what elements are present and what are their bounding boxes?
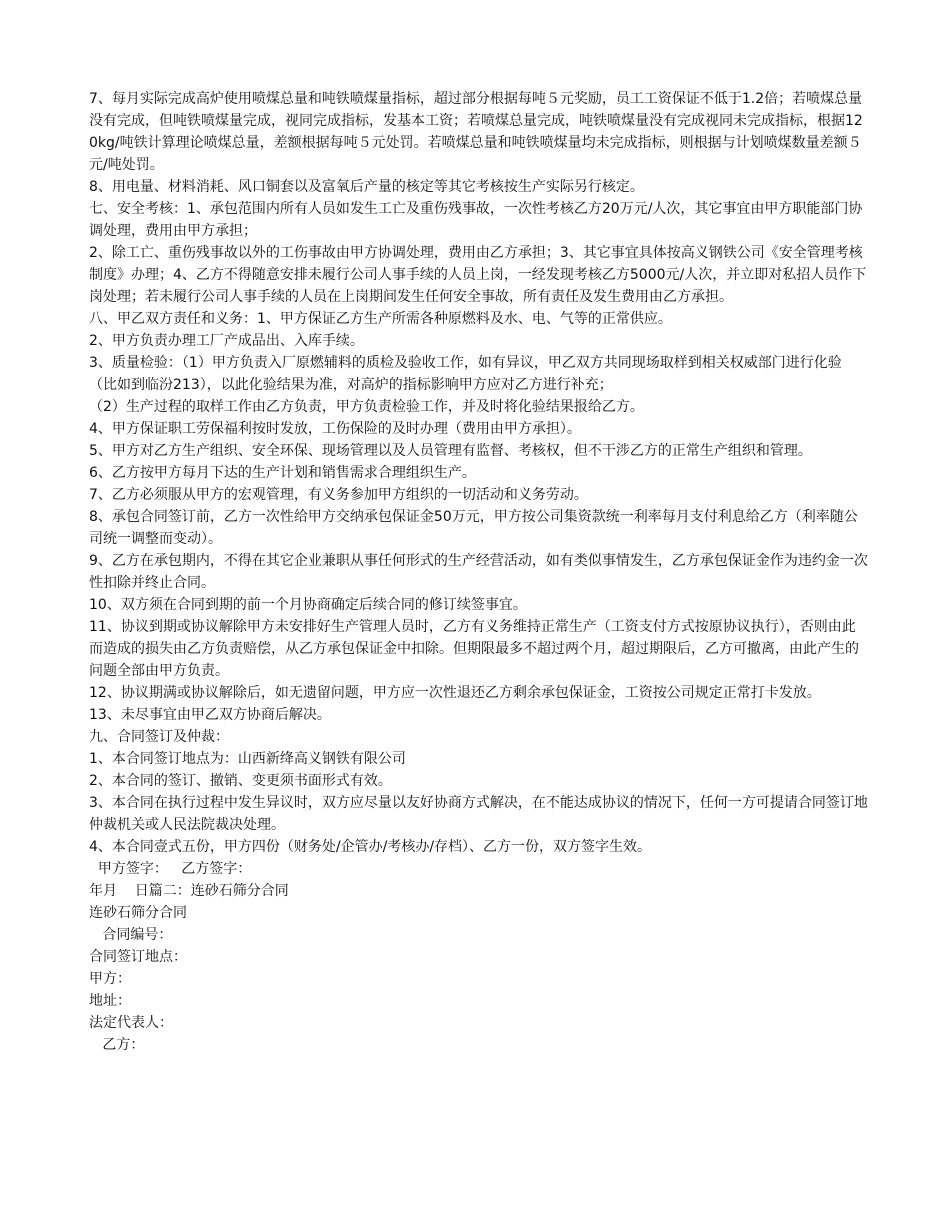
clause-8-power-consumption: 8、用电量、材料消耗、风口铜套以及富氧后产量的核定等其它考核按生产实际另行核定。 (89, 179, 644, 195)
date-and-part-two-heading: 年月 日篇二：连砂石筛分合同 (89, 883, 289, 899)
party-a-field: 甲方： (89, 971, 131, 987)
contract-title: 连砂石筛分合同 (89, 905, 187, 921)
address-field: 地址： (89, 993, 131, 1009)
responsibility-item-5: 5、甲方对乙方生产组织、安全环保、现场管理以及人员管理有监督、考核权，但不干涉乙方的正常生产组织和管理。 (89, 443, 812, 459)
section-8-responsibilities: 八、甲乙双方责任和义务：1、甲方保证乙方生产所需各种原燃料及水、电、气等的正常供应。 (89, 311, 672, 327)
responsibility-item-8-deposit: 8、承包合同签订前，乙方一次性给甲方交纳承包保证金50万元，甲方按公司集资款统一利率每月支付利息给乙方（利率随公司统一调整而变动）。 (89, 509, 858, 547)
quality-item-2-sampling: （2）生产过程的取样工作由乙方负责，甲方负责检验工作，并及时将化验结果报给乙方。 (89, 399, 644, 415)
responsibility-item-12: 12、协议期满或协议解除后，如无遗留问题，甲方应一次性退还乙方剩余承包保证金，工资按公司规定正常打卡发放。 (89, 685, 821, 701)
signing-item-3-disputes: 3、本合同在执行过程中发生异议时，双方应尽量以友好协商方式解决，在不能达成协议的情况下，任何一方可提请合同签订地仲裁机关或人民法院裁决处理。 (89, 795, 868, 833)
responsibility-item-13: 13、未尽事宜由甲乙双方协商后解决。 (89, 707, 331, 723)
responsibility-item-11: 11、协议到期或协议解除甲方未安排好生产管理人员时，乙方有义务维持正常生产（工资支付方式按原协议执行），否则由此而造成的损失由乙方负责赔偿，从乙方承包保证金中扣除。但期限最多不超过两个月，超过期限后，乙方可撤离，由此产生的问题全部由甲方负责。 (89, 619, 859, 679)
section-9-signing-arbitration: 九、合同签订及仲裁： (89, 729, 229, 745)
signing-item-2: 2、本合同的签订、撤销、变更须书面形式有效。 (89, 773, 392, 789)
responsibility-item-10: 10、双方须在合同到期的前一个月协商确定后续合同的修订续签事宜。 (89, 597, 527, 613)
responsibility-item-9: 9、乙方在承包期内，不得在其它企业兼职从事任何形式的生产经营活动，如有类似事情发生，乙方承包保证金作为违约金一次性扣除并终止合同。 (89, 553, 868, 591)
contract-number-field: 合同编号： (89, 927, 173, 943)
party-b-field: 乙方： (89, 1037, 145, 1053)
section-7-safety-assessment: 七、安全考核：1、承包范围内所有人员如发生工亡及重伤残事故，一次性考核乙方20万元/人次，其它事宜由甲方职能部门协调处理，费用由甲方承担； (89, 201, 863, 239)
safety-assessment-items-2-4: 2、除工亡、重伤残事故以外的工伤事故由甲方协调处理，费用由乙方承担；3、其它事宜具体按高义钢铁公司《安全管理考核制度》办理；4、乙方不得随意安排未履行公司人事手续的人员上岗，一经发现考核乙方5000元/人次，并立即对私招人员作下岗处理；若未履行公司人事手续的人员在上岗期间发生任何安全事故，所有责任及发生费用由乙方承担。 (89, 245, 867, 305)
signature-line: 甲方签字： 乙方签字： (89, 861, 252, 877)
responsibility-item-6: 6、乙方按甲方每月下达的生产计划和销售需求合理组织生产。 (89, 465, 476, 481)
legal-representative-field: 法定代表人： (89, 1015, 173, 1031)
responsibility-item-3-quality: 3、质量检验：（1）甲方负责入厂原燃辅料的质检及验收工作，如有异议，甲乙双方共同现场取样到相关权威部门进行化验（比如到临汾213），以此化验结果为准，对高炉的指标影响甲方应对乙方进行补充； (89, 355, 842, 393)
signing-item-4-copies: 4、本合同壹式五份，甲方四份（财务处/企管办/考核办/存档）、乙方一份，双方签字生效。 (89, 839, 652, 855)
responsibility-item-7: 7、乙方必须服从甲方的宏观管理，有义务参加甲方组织的一切活动和义务劳动。 (89, 487, 588, 503)
responsibility-item-4: 4、甲方保证职工劳保福利按时发放，工伤保险的及时办理（费用由甲方承担）。 (89, 421, 581, 437)
document-page (89, 88, 869, 1056)
clause-7-coal-injection: 7、每月实际完成高炉使用喷煤总量和吨铁喷煤量指标，超过部分根据每吨５元奖励，员工工资保证不低于1.2倍；若喷煤总量没有完成，但吨铁喷煤量完成，视同完成指标，发基本工资；若喷煤总量完成，吨铁喷煤量没有完成视同未完成指标，根据120kg/吨铁计算理论喷煤总量，差额根据每吨５元处罚。若喷煤总量和吨铁喷煤量均未完成指标，则根据与计划喷煤数量差额５元/吨处罚。 (89, 91, 863, 173)
signing-location-field: 合同签订地点： (89, 949, 187, 965)
responsibility-item-2: 2、甲方负责办理工厂产成品出、入库手续。 (89, 333, 364, 349)
signing-item-1-location: 1、本合同签订地点为：山西新绛高义钢铁有限公司 (89, 751, 406, 767)
